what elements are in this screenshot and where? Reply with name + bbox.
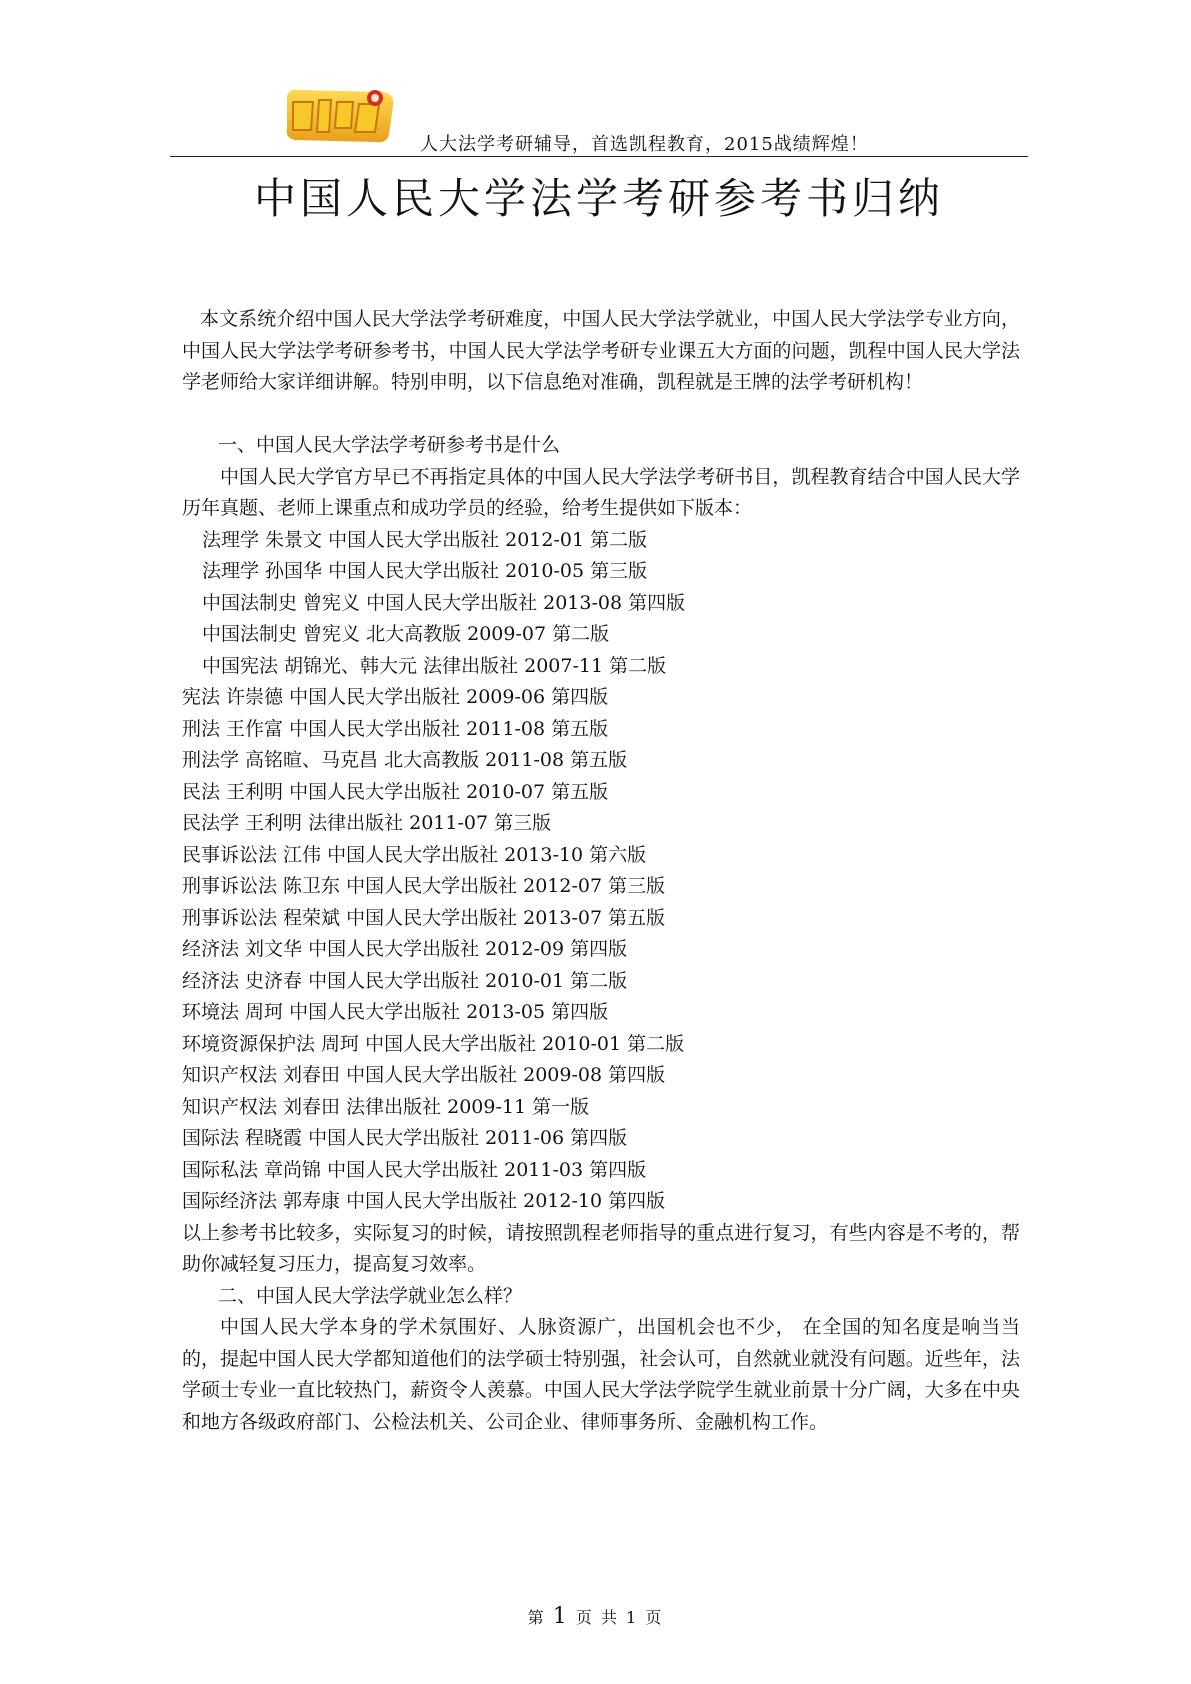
book-item: 法理学 朱景文 中国人民大学出版社 2012-01 第二版 — [202, 528, 648, 551]
book-item: 民法 王利明 中国人民大学出版社 2010-07 第五版 — [182, 780, 609, 803]
book-item: 宪法 许崇德 中国人民大学出版社 2009-06 第四版 — [182, 686, 609, 708]
document-title: 中国人民大学法学考研参考书归纳 — [253, 174, 944, 223]
intro-paragraph: 本文系统介绍中国人民大学法学考研难度，中国人民大学法学就业，中国人民大学法学专业方向，中国人民大学法学考研参考书，中国人民大学法学考研专业课五大方面的问题，凯程中国人民大学法学老师给大家详细讲解。特别申明，以下信息绝对准确，凯程就是王牌的法学考研机构！ — [182, 308, 1020, 393]
book-item: 经济法 史济春 中国人民大学出版社 2010-01 第二版 — [182, 969, 628, 992]
document-body — [182, 304, 1020, 1438]
footer-suffix: 页 — [645, 1608, 664, 1627]
book-item: 国际私法 章尚锦 中国人民大学出版社 2011-03 第四版 — [182, 1158, 647, 1181]
book-item: 刑法学 高铭暄、马克昌 北大高教版 2011-08 第五版 — [182, 749, 628, 771]
book-item: 环境资源保护法 周珂 中国人民大学出版社 2010-01 第二版 — [182, 1032, 685, 1055]
footer-page-number: 1 — [552, 1604, 569, 1629]
books-note-paragraph: 以上参考书比较多，实际复习的时候，请按照凯程老师指导的重点进行复习，有些内容是不考的，帮助你减轻复习压力，提高复习效率。 — [182, 1221, 1020, 1275]
book-item: 刑事诉讼法 陈卫东 中国人民大学出版社 2012-07 第三版 — [182, 875, 666, 897]
book-item: 中国宪法 胡锦光、韩大元 法律出版社 2007-11 第二版 — [202, 654, 667, 677]
book-item: 民法学 王利明 法律出版社 2011-07 第三版 — [182, 812, 552, 834]
header-divider — [170, 156, 1028, 157]
reference-book-list — [182, 525, 1020, 1218]
reference-books-paragraph: 中国人民大学官方早已不再指定具体的中国人民大学法学考研书目，凯程教育结合中国人民大学历年真题、老师上课重点和成功学员的经验，给考生提供如下版本： — [182, 465, 1020, 519]
book-item: 刑法 王作富 中国人民大学出版社 2011-08 第五版 — [182, 717, 609, 740]
page-footer — [0, 1604, 1191, 1629]
footer-middle: 页 共 — [575, 1608, 619, 1627]
footer-total-pages: 1 — [626, 1608, 639, 1627]
book-item: 中国法制史 曾宪义 中国人民大学出版社 2013-08 第四版 — [202, 591, 686, 614]
book-item: 法理学 孙国华 中国人民大学出版社 2010-05 第三版 — [202, 560, 648, 582]
book-item: 民事诉讼法 江伟 中国人民大学出版社 2013-10 第六版 — [182, 843, 647, 866]
footer-prefix: 第 — [527, 1608, 546, 1627]
kaicheng-logo — [283, 82, 400, 148]
book-item: 经济法 刘文华 中国人民大学出版社 2012-09 第四版 — [182, 938, 628, 960]
logo-graphic — [283, 82, 400, 148]
book-item: 知识产权法 刘春田 中国人民大学出版社 2009-08 第四版 — [182, 1064, 666, 1086]
section-heading-reference-books: 一、中国人民大学法学考研参考书是什么 — [218, 434, 561, 456]
employment-paragraph: 中国人民大学本身的学术氛围好、人脉资源广，出国机会也不少， 在全国的知名度是响当当的，提起中国人民大学都知道他们的法学硕士特别强，社会认可，自然就业就没有问题。近些年，法学硕士专业一直比较热门，薪资令人羡慕。中国人民大学法学院学生就业前景十分广阔，大多在中央和地方各级政府部门、公检法机关、公司企业、律师事务所、金融机构工作。 — [182, 1316, 1020, 1433]
paragraph-gap — [182, 399, 1020, 431]
book-item: 环境法 周珂 中国人民大学出版社 2013-05 第四版 — [182, 1001, 609, 1023]
section-heading-employment: 二、中国人民大学法学就业怎么样？ — [218, 1284, 523, 1307]
book-item: 国际法 程晓霞 中国人民大学出版社 2011-06 第四版 — [182, 1127, 628, 1149]
header-slogan: 人大法学考研辅导，首选凯程教育，2015战绩辉煌！ — [420, 134, 869, 155]
book-item: 刑事诉讼法 程荣斌 中国人民大学出版社 2013-07 第五版 — [182, 906, 666, 929]
book-item: 国际经济法 郭寿康 中国人民大学出版社 2012-10 第四版 — [182, 1190, 666, 1212]
book-item: 中国法制史 曾宪义 北大高教版 2009-07 第二版 — [202, 623, 610, 645]
book-item: 知识产权法 刘春田 法律出版社 2009-11 第一版 — [182, 1095, 590, 1118]
